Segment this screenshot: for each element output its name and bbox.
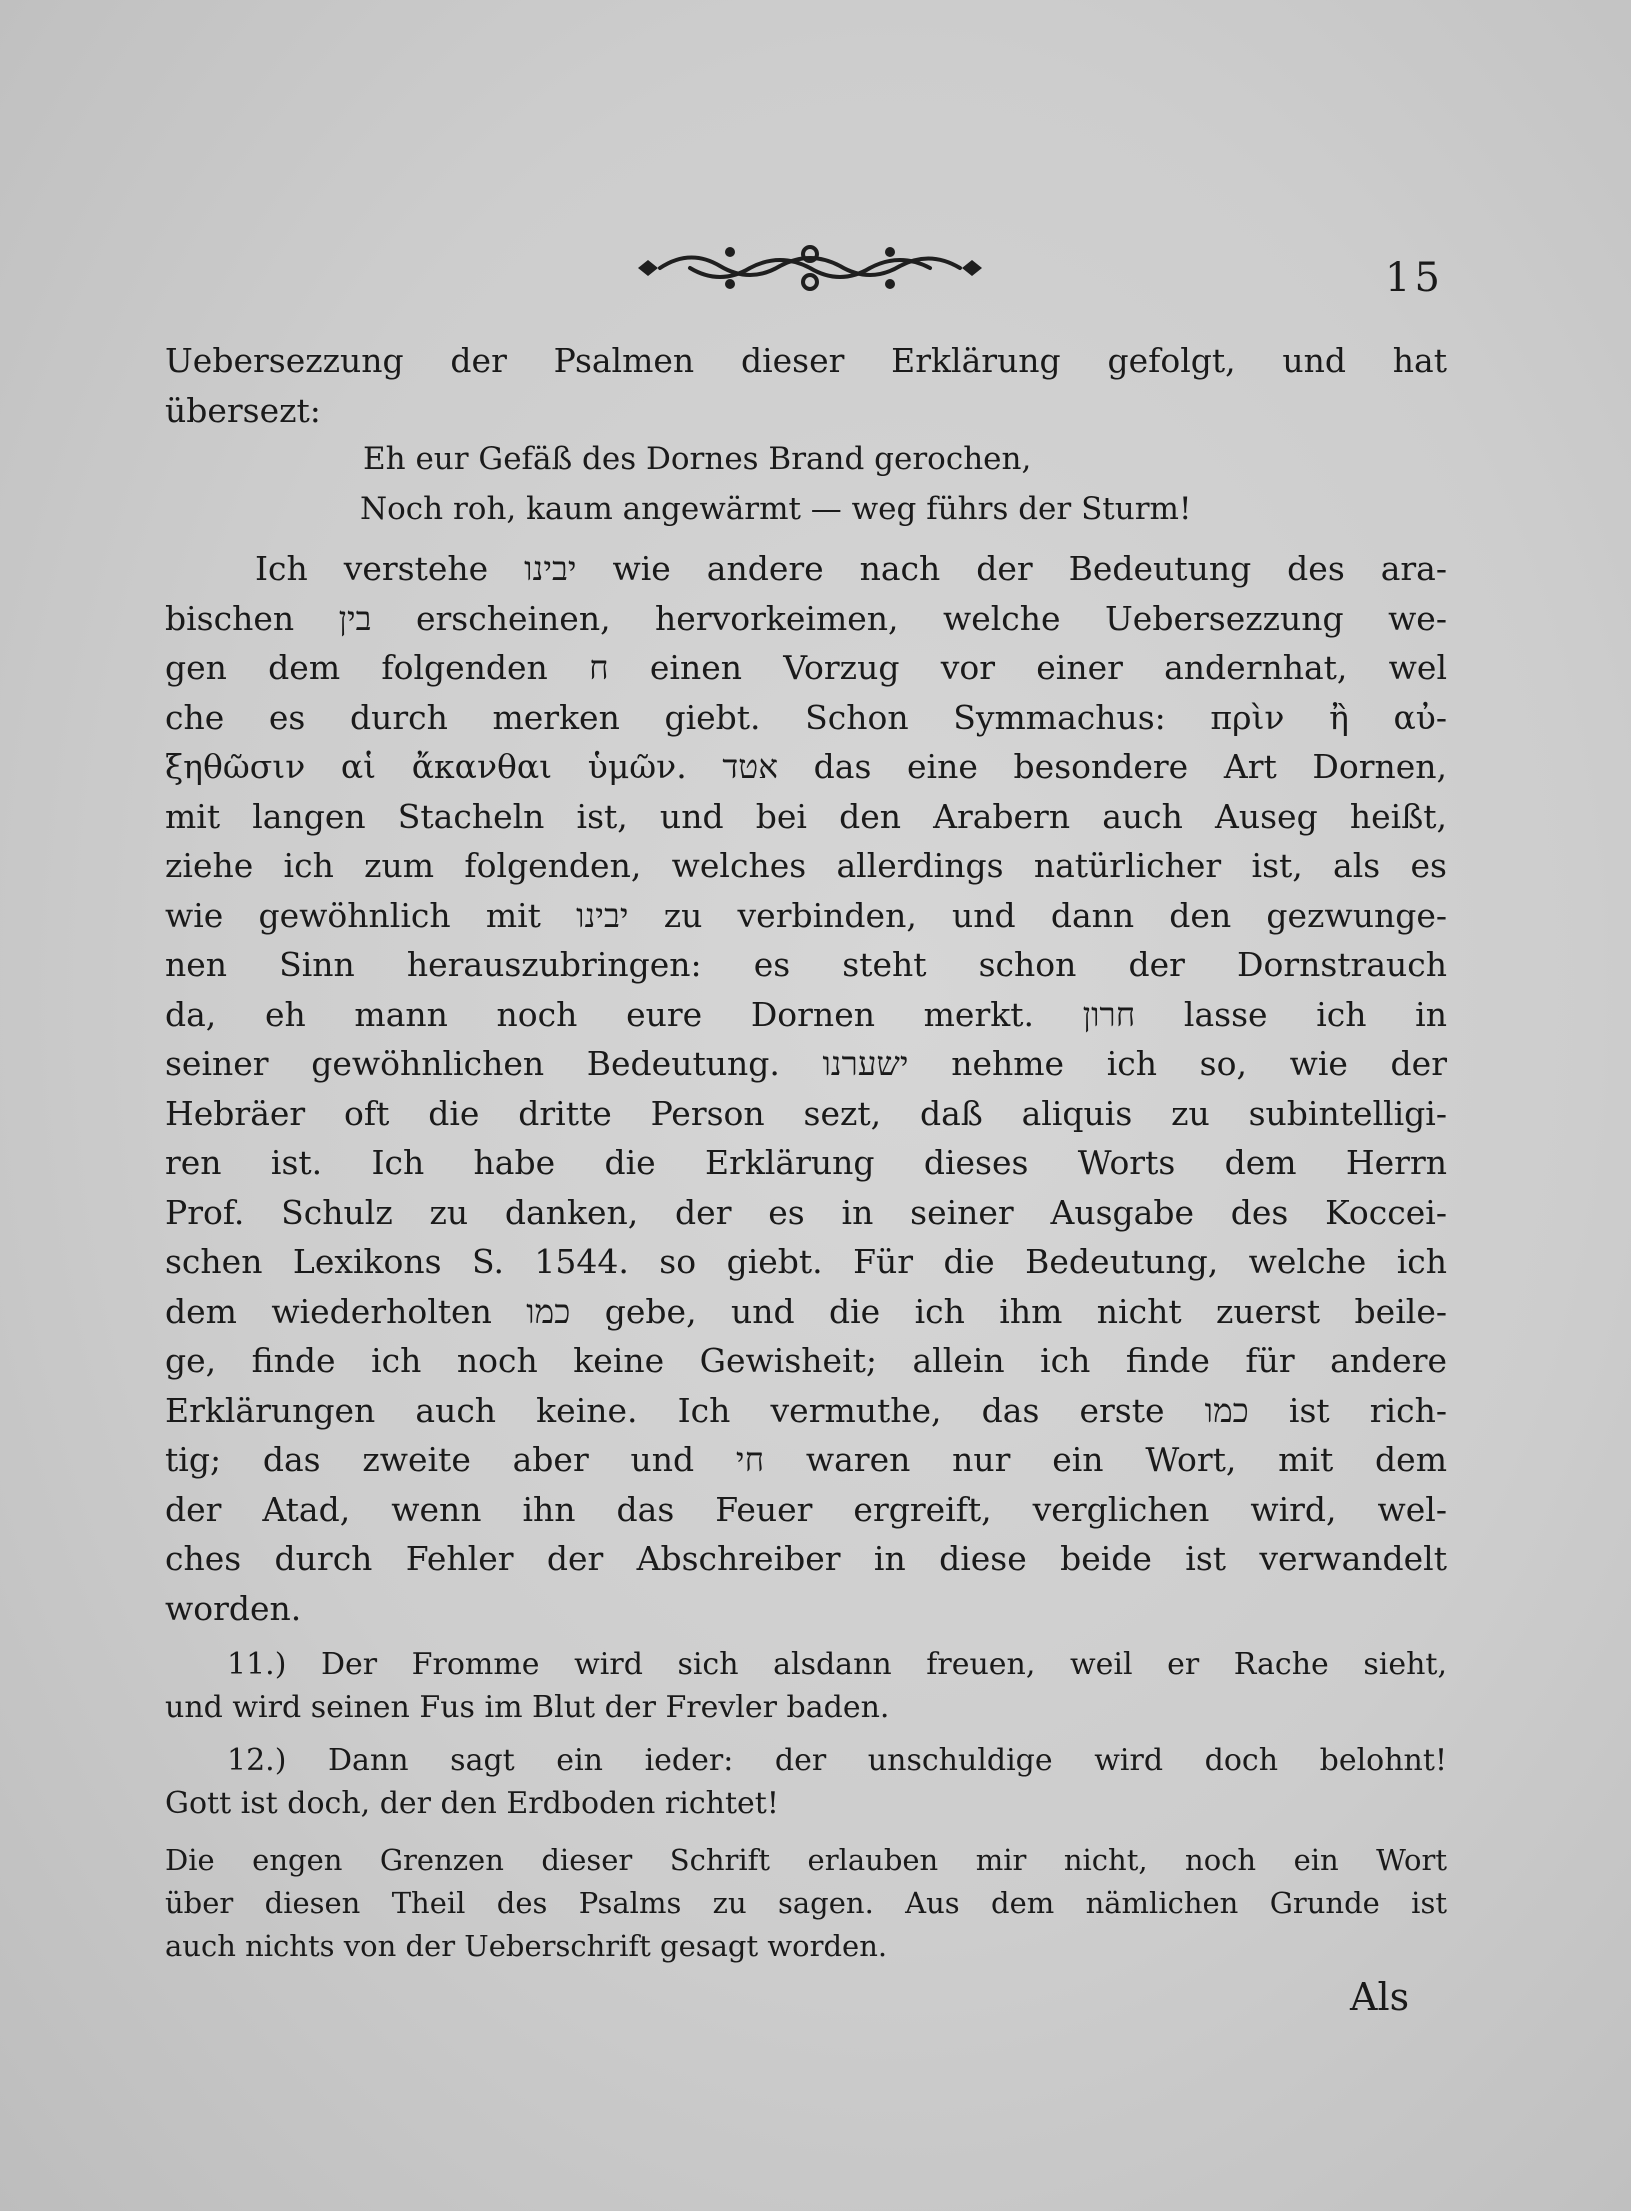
text-line: Uebersezzung der Psalmen dieser Erklärung gefolgt, und hat [165, 341, 1447, 380]
text-line: ge, finde ich noch keine Gewisheit; allein ich finde für andere [165, 1341, 1447, 1380]
poem-line: Noch roh, kaum angewärmt — weg führs der Sturm! [360, 490, 1192, 527]
text-line: gen dem folgenden ח einen Vorzug vor einer andernhat, wel [165, 648, 1447, 687]
poem-line: Eh eur Gefäß des Dornes Brand gerochen, [363, 441, 1032, 477]
text-line: der Atad, wenn ihn das Feuer ergreift, verglichen wird, wel- [165, 1489, 1447, 1529]
text-line: übersezt: [165, 390, 321, 430]
text-line: worden. [165, 1588, 302, 1628]
poem-quotation [165, 435, 1447, 534]
page-number: 15 [1385, 255, 1444, 301]
text-line: Ich verstehe יבינו wie andere nach der Bedeutung des ara- [255, 549, 1447, 588]
text-line: ziehe ich zum folgenden, welches allerdings natürlicher ist, als es [165, 846, 1447, 885]
text-line: und wird seinen Fus im Blut der Frevler baden. [165, 1690, 890, 1725]
verse-note-11 [165, 1643, 1447, 1729]
text-line: Erklärungen auch keine. Ich vermuthe, das erste כמו ist rich- [165, 1390, 1447, 1430]
text-line: ren ist. Ich habe die Erklärung dieses Worts dem Herrn [165, 1143, 1447, 1182]
body-text [165, 336, 1447, 1968]
text-line: nen Sinn herauszubringen: es steht schon der Dornstrauch [165, 945, 1447, 984]
main-paragraph [165, 544, 1447, 1633]
decorative-header-ornament [630, 238, 990, 298]
text-line: wie gewöhnlich mit יבינו zu verbinden, und dann den gezwunge- [165, 895, 1447, 935]
text-line: 11.) Der Fromme wird sich alsdann freuen, weil er Rache sieht, [227, 1647, 1447, 1682]
text-line: schen Lexikons S. 1544. so giebt. Für die Bedeutung, welche ich [165, 1242, 1447, 1281]
intro-paragraph [165, 336, 1447, 435]
text-line: che es durch merken giebt. Schon Symmachus: πρὶν ἢ αὐ- [165, 697, 1447, 737]
text-line: Gott ist doch, der den Erdboden richtet! [165, 1786, 779, 1821]
text-line: tig; das zweite aber und חי waren nur ein Wort, mit dem [165, 1440, 1447, 1479]
text-line: bischen בין erscheinen, hervorkeimen, welche Uebersezzung we- [165, 598, 1447, 638]
text-line: seiner gewöhnlichen Bedeutung. ישערנו nehme ich so, wie der [165, 1044, 1447, 1083]
text-line: auch nichts von der Ueberschrift gesagt worden. [165, 1929, 888, 1963]
text-line: ξηθῶσιν αἱ ἄκανθαι ὑμῶν. אטד das eine besondere Art Dornen, [165, 747, 1447, 786]
text-line: dem wiederholten כמו gebe, und die ich ihm nicht zuerst beile- [165, 1291, 1447, 1331]
text-line: 12.) Dann sagt ein ieder: der unschuldige wird doch belohnt! [227, 1743, 1447, 1778]
text-line: da, eh mann noch eure Dornen merkt. חרון lasse ich in [165, 994, 1447, 1034]
closing-paragraph [165, 1839, 1447, 1968]
catchword: Als [1350, 1975, 1410, 2019]
text-line: Hebräer oft die dritte Person sezt, daß aliquis zu subintelligi- [165, 1093, 1447, 1133]
text-line: mit langen Stacheln ist, und bei den Arabern auch Auseg heißt, [165, 796, 1447, 836]
verse-note-12 [165, 1739, 1447, 1825]
text-line: ches durch Fehler der Abschreiber in diese beide ist verwandelt [165, 1539, 1447, 1578]
text-line: Die engen Grenzen dieser Schrift erlauben mir nicht, noch ein Wort [165, 1843, 1447, 1877]
text-line: Prof. Schulz zu danken, der es in seiner Ausgabe des Koccei- [165, 1192, 1447, 1232]
text-line: über diesen Theil des Psalms zu sagen. Aus dem nämlichen Grunde ist [165, 1886, 1447, 1920]
